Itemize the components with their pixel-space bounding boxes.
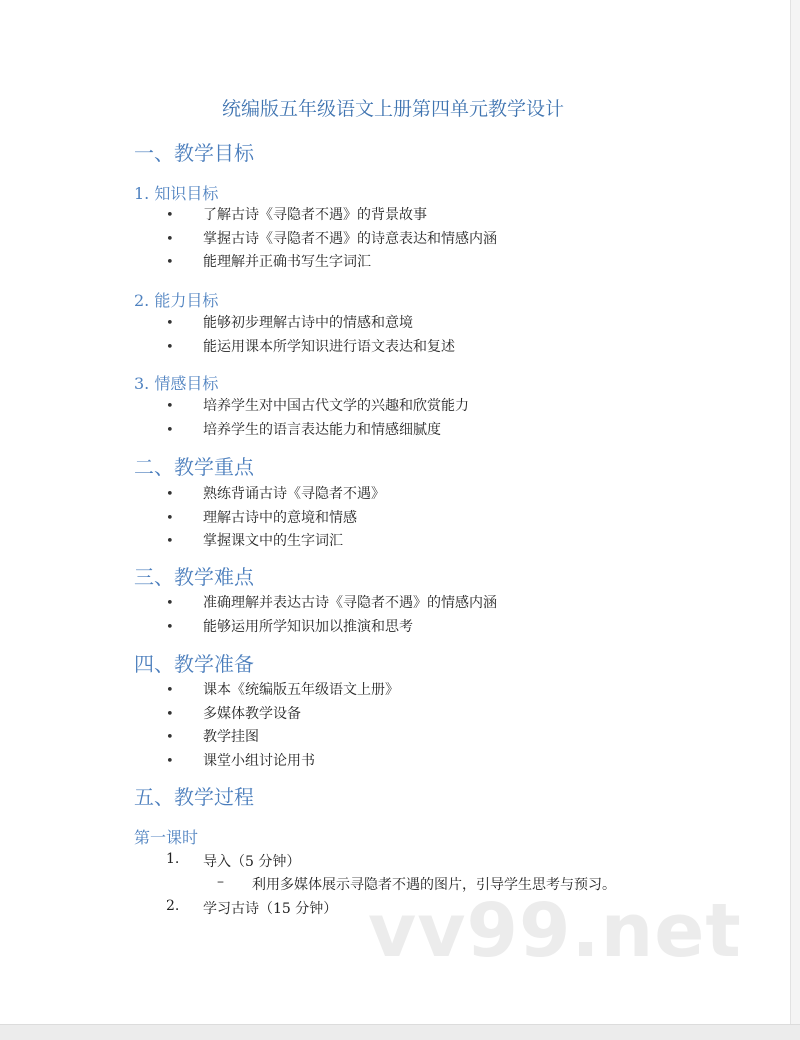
bullet-icon: • <box>166 753 174 769</box>
bullet-icon: • <box>166 534 174 549</box>
list-item-text: 课本《统编版五年级语文上册》 <box>203 682 399 698</box>
step-label: 学习古诗（15 分钟） <box>203 901 338 917</box>
list-item-text: 培养学生的语言表达能力和情感细腻度 <box>203 421 441 438</box>
list-item-text: 能理解并正确书写生字词汇 <box>203 254 371 270</box>
list-item-text: 掌握课文中的生字词汇 <box>203 533 343 549</box>
bullet-icon: • <box>166 339 174 355</box>
subheading-lesson-1: 第一课时 <box>134 828 199 847</box>
bullet-icon: • <box>166 706 174 722</box>
list-item-text: 掌握古诗《寻隐者不遇》的诗意表达和情感内涵 <box>203 230 497 247</box>
section-heading-difficulties: 三、教学难点 <box>134 565 254 589</box>
step-detail: 利用多媒体展示寻隐者不遇的图片，引导学生思考与预习。 <box>252 877 616 893</box>
bullet-icon: • <box>166 316 174 331</box>
list-item-text: 课堂小组讨论用书 <box>203 752 315 769</box>
list-item-text: 能运用课本所学知识进行语文表达和复述 <box>203 338 455 355</box>
list-item-text: 了解古诗《寻隐者不遇》的背景故事 <box>203 207 427 223</box>
bullet-icon: • <box>166 208 174 223</box>
section-heading-process: 五、教学过程 <box>134 785 254 809</box>
section-heading-key-points: 二、教学重点 <box>134 455 254 479</box>
list-item-text: 教学挂图 <box>203 729 259 745</box>
list-item-text: 熟练背诵古诗《寻隐者不遇》 <box>203 486 385 502</box>
subheading-ability-objectives: 2. 能力目标 <box>134 291 219 310</box>
list-item-text: 能够运用所学知识加以推演和思考 <box>203 618 413 635</box>
bullet-icon: • <box>166 422 174 438</box>
watermark: vv99.net <box>368 888 742 974</box>
section-heading-objectives: 一、教学目标 <box>134 141 254 165</box>
bullet-icon: • <box>166 619 174 635</box>
subheading-knowledge-objectives: 1. 知识目标 <box>134 184 219 203</box>
bullet-icon: • <box>166 399 174 414</box>
viewer-bottom-margin <box>0 1024 800 1040</box>
bullet-icon: • <box>166 730 174 745</box>
list-item-text: 能够初步理解古诗中的情感和意境 <box>203 315 413 331</box>
bullet-icon: • <box>166 596 174 611</box>
step-label: 导入（5 分钟） <box>203 854 301 870</box>
step-number: 1. <box>166 851 180 867</box>
bullet-icon: • <box>166 255 174 270</box>
list-item-text: 准确理解并表达古诗《寻隐者不遇》的情感内涵 <box>203 595 497 611</box>
bullet-icon: • <box>166 231 174 247</box>
list-item-text: 多媒体教学设备 <box>203 705 301 722</box>
bullet-icon: • <box>166 510 174 526</box>
bullet-icon: • <box>166 683 174 698</box>
section-heading-preparation: 四、教学准备 <box>134 652 254 676</box>
subheading-emotion-objectives: 3. 情感目标 <box>134 374 219 393</box>
step-number: 2. <box>166 898 180 914</box>
list-item-text: 培养学生对中国古代文学的兴趣和欣赏能力 <box>203 398 469 414</box>
document-title: 统编版五年级语文上册第四单元教学设计 <box>221 98 564 120</box>
viewer-right-margin <box>791 0 800 1024</box>
dash-marker-icon: – <box>217 874 224 890</box>
bullet-icon: • <box>166 487 174 502</box>
list-item-text: 理解古诗中的意境和情感 <box>203 509 357 526</box>
